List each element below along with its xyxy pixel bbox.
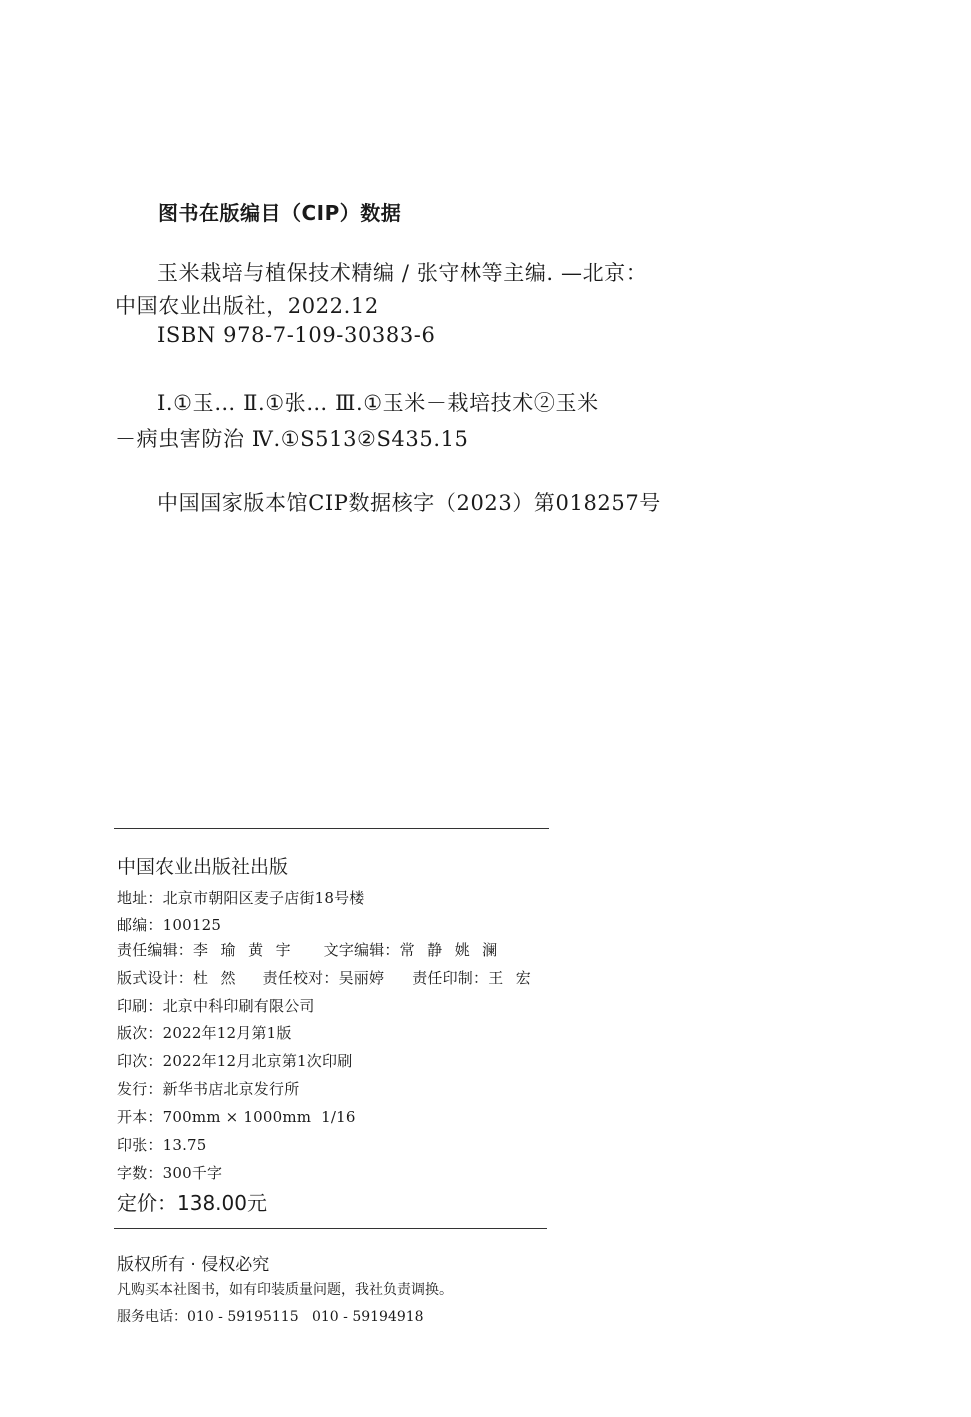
cip-book-title-line: 玉米栽培与植保技术精编 / 张守林等主编. —北京： bbox=[157, 261, 648, 285]
text-editor-label: 文字编辑： bbox=[323, 941, 400, 959]
proofreader-name: 吴丽婷 bbox=[338, 969, 385, 987]
service-phone: 服务电话：010 - 59195115 010 - 59194918 bbox=[117, 1309, 424, 1325]
print-manager-name: 王 宏 bbox=[488, 969, 532, 987]
proofreader-label: 责任校对： bbox=[262, 969, 339, 987]
publisher-postcode: 邮编：100125 bbox=[117, 916, 222, 934]
cip-isbn-line: ISBN 978-7-109-30383-6 bbox=[157, 323, 436, 347]
cip-subject-line-2: －病虫害防治 Ⅳ.①S513②S435.15 bbox=[115, 427, 469, 451]
text-editor-names: 常 静 姚 澜 bbox=[399, 941, 499, 959]
printed-sheets: 印张：13.75 bbox=[117, 1136, 207, 1154]
designer-label: 版式设计： bbox=[117, 969, 194, 987]
cip-title: 图书在版编目（CIP）数据 bbox=[158, 201, 402, 225]
printing: 印次：2022年12月北京第1次印刷 bbox=[117, 1052, 353, 1070]
word-count: 字数：300千字 bbox=[117, 1164, 223, 1182]
design-row bbox=[117, 967, 532, 988]
copyright-notice: 版权所有 · 侵权必究 bbox=[117, 1255, 270, 1275]
cip-subject-line-1: Ⅰ.①玉… Ⅱ.①张… Ⅲ.①玉米－栽培技术②玉米 bbox=[157, 391, 599, 415]
edition: 版次：2022年12月第1版 bbox=[117, 1024, 292, 1042]
cip-record-number: 中国国家版本馆CIP数据核字（2023）第018257号 bbox=[157, 491, 661, 515]
publisher-address: 地址：北京市朝阳区麦子店街18号楼 bbox=[117, 889, 365, 907]
cip-publisher-line: 中国农业出版社，2022.12 bbox=[115, 294, 379, 318]
book-format: 开本：700mm × 1000mm 1/16 bbox=[117, 1108, 356, 1126]
quality-notice: 凡购买本社图书，如有印装质量问题，我社负责调换。 bbox=[117, 1282, 453, 1298]
divider-bottom bbox=[114, 1228, 547, 1229]
price: 定价：138.00元 bbox=[117, 1191, 267, 1215]
designer-name: 杜 然 bbox=[193, 969, 237, 987]
distributor: 发行：新华书店北京发行所 bbox=[117, 1080, 300, 1098]
editors-row bbox=[117, 939, 498, 960]
printer: 印刷：北京中科印刷有限公司 bbox=[117, 997, 315, 1015]
publisher-name: 中国农业出版社出版 bbox=[117, 856, 289, 878]
print-manager-label: 责任印制： bbox=[412, 969, 489, 987]
editors-label: 责任编辑： bbox=[117, 941, 194, 959]
divider-top bbox=[114, 828, 549, 829]
editors-names: 李 瑜 黄 宇 bbox=[193, 941, 292, 959]
